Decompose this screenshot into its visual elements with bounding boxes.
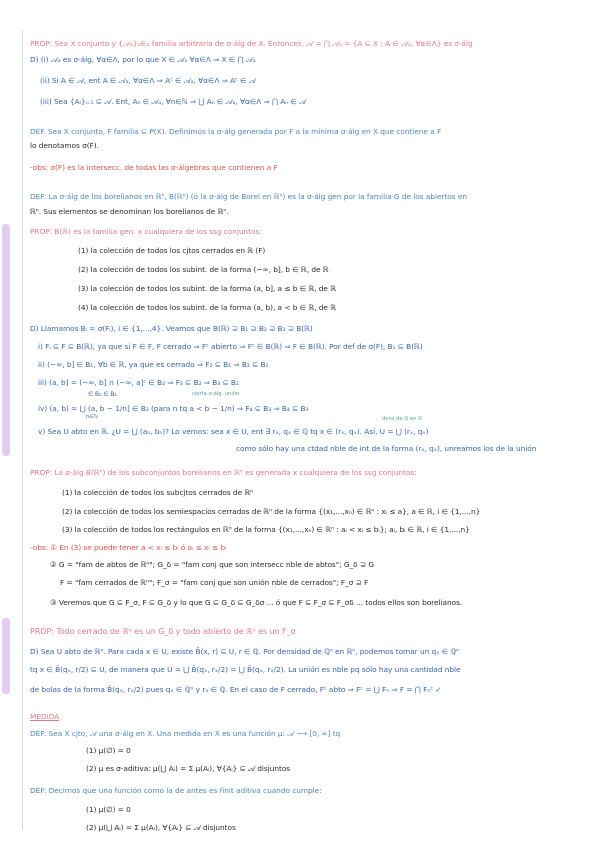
proof-line: iv) (a, b) = ⋃ (a, b − 1/n] ∈ B₃ (para n tq a < b − 1/n) ⇒ F₄ ⊆ B₃ ⇒ B₄ ⊆ B₃ [38,404,309,413]
prop-closed-open: PROP: Todo cerrado de ℝⁿ es un G_δ y todo abierto de ℝⁿ es un F_σ [30,627,296,636]
list-item: (1) μ(∅) = 0 [86,746,131,755]
list-item: (2) μ(⋃ Aᵢ) = Σ μ(Aᵢ), ∀{Aᵢ} ⊆ 𝒜 disjuntos [86,823,236,832]
obs-line: -obs: ① En (3) se puede tener a < xᵢ ≤ bᵢ ó aᵢ ≤ xᵢ ≤ bᵢ [30,543,227,552]
list-item: (2) la colección de todos los semiespacios cerrados de ℝⁿ de la forma {(x₁,...,xₙ) ∈ ℝⁿ : xᵢ ≤ a}, a ∈ ℝ, i ∈ {1,...,n} [62,507,481,516]
list-item: (1) la colección de todos los cjtos cerrados en ℝ (F) [78,246,266,255]
obs-line: ③ Veremos que G ⊆ F_σ, F ⊆ G_δ y lo que G ⊆ G_δ ⊆ G_δσ ... ó que F ⊆ F_σ ⊆ F_σδ ... todos ellos son borelianos. [50,598,463,607]
annotation: cierta σ-álg. unión [192,391,240,397]
proof-line: v) Sea U abto en ℝ. ¿U = ⋃ (aₙ, bₙ)? Lo vemos: sea x ∈ U, ent ∃ rₓ, qₓ ∈ ℚ tq x ∈ (rₓ, qₓ). Así, U = ⋃ (rₓ, qₓ) [38,427,429,436]
proof-line: D) (i) 𝒜ₐ es σ-álg, ∀α∈Λ, por lo que X ∈ 𝒜ₐ ∀α∈Λ ⇒ X ∈ ⋂ 𝒜ₐ [30,55,256,64]
proof-subline: ∈ B₂ ∈ B₂ [88,391,117,398]
proof-line: (iii) Sea {Aᵢ}ᵢ₌₁ ⊆ 𝒜. Ent, Aₙ ∈ 𝒜ₐ, ∀n∈ℕ ⇒ ⋃ Aₙ ∈ 𝒜ₐ, ∀α∈Λ ⇒ ⋂ Aₙ ∈ 𝒜 [40,97,307,106]
def-generated-sigma-algebra: DEF. Sea X conjunto, F familia ⊆ P(X). Definimos la σ-álg generada por F a la mínima σ-álg en X que contiene a F [30,127,442,136]
list-item: (2) la colección de todos los subint. de la forma (−∞, b], b ∈ ℝ, de ℝ [78,265,329,274]
list-item: (3) la colección de todos los rectángulos en ℝⁿ de la forma {(x₁,...,xₙ) ∈ ℝⁿ : aᵢ < xᵢ ≤ bᵢ}; aᵢ, bᵢ ∈ ℝ, i ∈ {1,...,n} [62,525,470,534]
list-item: (1) la colección de todos los subcjtos cerrados de ℝⁿ [62,488,254,497]
annotation: dens de ℚ en ℝ [382,416,423,422]
proof-line: i) Fᵢ ⊆ F ⊆ B(ℝ), ya que si F ∈ F, F cerrado ⇒ Fᶜ abierto ⇒ Fᶜ ∈ B(ℝ) ⇒ F ∈ B(ℝ). Por def de σ(F), B₁ ⊆ B(ℝ) [38,342,423,351]
def-finitely-additive: DEF: Decimos que una función como la de antes es finit aditiva cuando cumple: [30,786,322,795]
sidebar-highlight-1 [2,224,10,456]
prop-borel-rn: PROP: La σ-álg B(ℝⁿ) de los subconjuntos borelianos en ℝⁿ es generada x cualquiera de los ssg conjuntos: [30,468,417,477]
obs-line: -obs: σ(F) es la intersecc. de todas las σ-álgebras que contienen a F [30,163,278,172]
def-measure: DEF: Sea X cjto, 𝒜 una σ-álg en X. Una medida en X es una función μ: 𝒜 ⟶ [0, ∞] tq [30,729,341,738]
text-line: lo denotamos σ(F). [30,141,99,150]
proof-line: como sólo hay una ctdad nble de int de la forma (rₓ, qₓ), unreamos los de la unión [236,444,537,453]
obs-line: F = "fam cerrados de ℝⁿ"; F_σ = "fam conj que son unión nble de cerrados"; F_σ ⊇ F [60,578,369,587]
list-item: (3) la colección de todos los subint. de la forma (a, b], a ≤ b ∈ ℝ, de ℝ [78,284,337,293]
obs-line: ② G = "fam de abtos de ℝⁿ"; G_δ = "fam conj que son intersecc nble de abtos"; G_δ ⊇ G [50,560,375,569]
annotation: n∈ℕ [86,414,98,420]
proof-line: iii) (a, b] = (−∞, b] ∩ (−∞, a]ᶜ ∈ B₂ ⇒ F₃ ⊆ B₂ ⇒ B₃ ⊆ B₂ [38,378,239,387]
section-heading: MEDIDA [30,712,60,721]
proof-line: tq x ∈ B̄(qₓ, r/2) ⊆ U, de manera que U = ⋃ B̄(qₓ, rₓ/2) = ⋃ B̄(qₓ, rₓ/2). La unión es nble pq sólo hay una cantidad nble [30,665,461,674]
list-item: (1) μ(∅) = 0 [86,805,131,814]
def-borel: DEF: La σ-álg de los borelianos en ℝⁿ, B(ℝⁿ) (ó la σ-álg de Borel en ℝⁿ) es la σ-álg gen por la familia G de los abiertos en [30,192,467,201]
list-item: (2) μ es σ-aditiva: μ(⋃ Aᵢ) = Σ μ(Aᵢ), ∀{Aᵢ} ⊆ 𝒜 disjuntos [86,764,291,773]
proof-line: D) Llamamos Bᵢ = σ(Fᵢ), i ∈ {1,...,4}. Veamos que B(ℝ) ⊇ B₁ ⊇ B₂ ⊇ B₃ ⊇ B(ℝ) [30,324,313,333]
margin-line [22,30,23,830]
proof-line: de bolas de la forma B̄(qₓ, rₓ/2) pues qₓ ∈ ℚⁿ y rₓ ∈ ℚ. En el caso de F cerrado, Fᶜ abto ⇒ Fᶜ = ⋃ Fₙ ⇒ F = ⋂ Fₙᶜ ✓ [30,685,442,694]
proof-line: (ii) Si A ∈ 𝒜, ent A ∈ 𝒜ₐ, ∀α∈Λ ⇒ Aᶜ ∈ 𝒜ₐ, ∀α∈Λ ⇒ Aᶜ ∈ 𝒜 [40,76,256,85]
proof-line: D) Sea U abto de ℝⁿ. Para cada x ∈ U, existe B̄(x, r) ⊆ U, r ∈ ℚ. Por densidad de ℚⁿ en ℝⁿ, podemos tomar un qₓ ∈ ℚⁿ [30,647,460,656]
prop-borel-generators: PROP: B(ℝ) es la familia gen. x cualquiera de los ssg conjuntos: [30,227,262,236]
proof-line: ii) (−∞, b] ∈ B₁, ∀b ∈ ℝ, ya que es cerrado ⇒ F₂ ⊆ B₁ ⇒ B₂ ⊆ B₁ [38,360,269,369]
sidebar-highlight-2 [2,618,10,694]
text-line: ℝⁿ. Sus elementos se denominan los borelianos de ℝⁿ. [30,207,229,216]
list-item: (4) la colección de todos los subint. de la forma (a, b), a < b ∈ ℝ, de ℝ [78,303,337,312]
prop-intersection: PROP: Sea X conjunto y {𝒜ₐ}ₐ∈ₐ familia arbitraria de σ-álg de X. Entonces, 𝒜 = ⋂ 𝒜ₐ = {A ⊆ X : A ∈ 𝒜ₐ, ∀α∈Λ} es σ-álg [30,39,473,48]
